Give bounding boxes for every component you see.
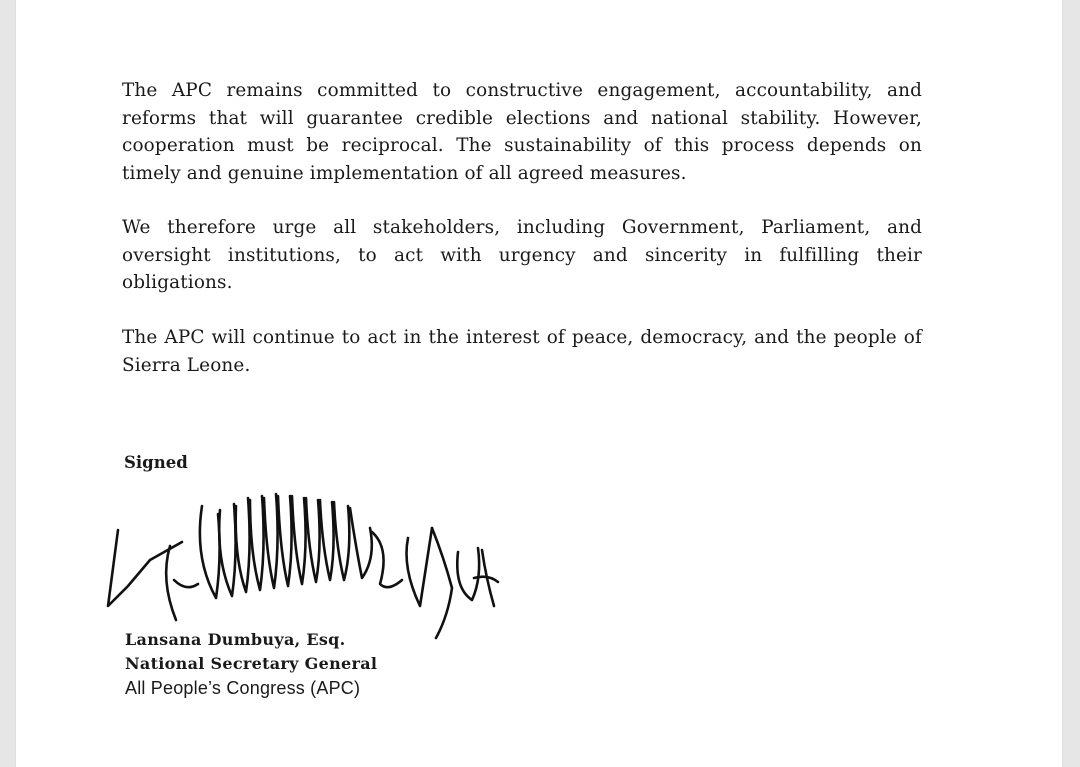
paragraph-stakeholder-appeal: We therefore urge all stakeholders, including Government, Parliament, and oversight institutions, to act with urgency and sincerity in fulfilling their obligations. <box>122 217 922 293</box>
handwritten-signature <box>90 488 510 648</box>
paragraph-commitment: The APC remains committed to constructive engagement, accountability, and reforms that will guarantee credible elections and national stability. However, cooperation must be reciprocal. The sustainability of this process depends on timely and genuine implementation of all agreed measures. <box>122 80 922 184</box>
paragraph-closing: The APC will continue to act in the interest of peace, democracy, and the people of Sierra Leone. <box>122 327 922 376</box>
document-page <box>16 0 1062 767</box>
signatory-title: National Secretary General <box>125 654 378 673</box>
signed-label: Signed <box>124 453 188 472</box>
signature-block <box>125 628 377 700</box>
signatory-name: Lansana Dumbuya, Esq. <box>125 630 346 649</box>
signatory-organization: All People’s Congress (APC) <box>125 678 361 698</box>
